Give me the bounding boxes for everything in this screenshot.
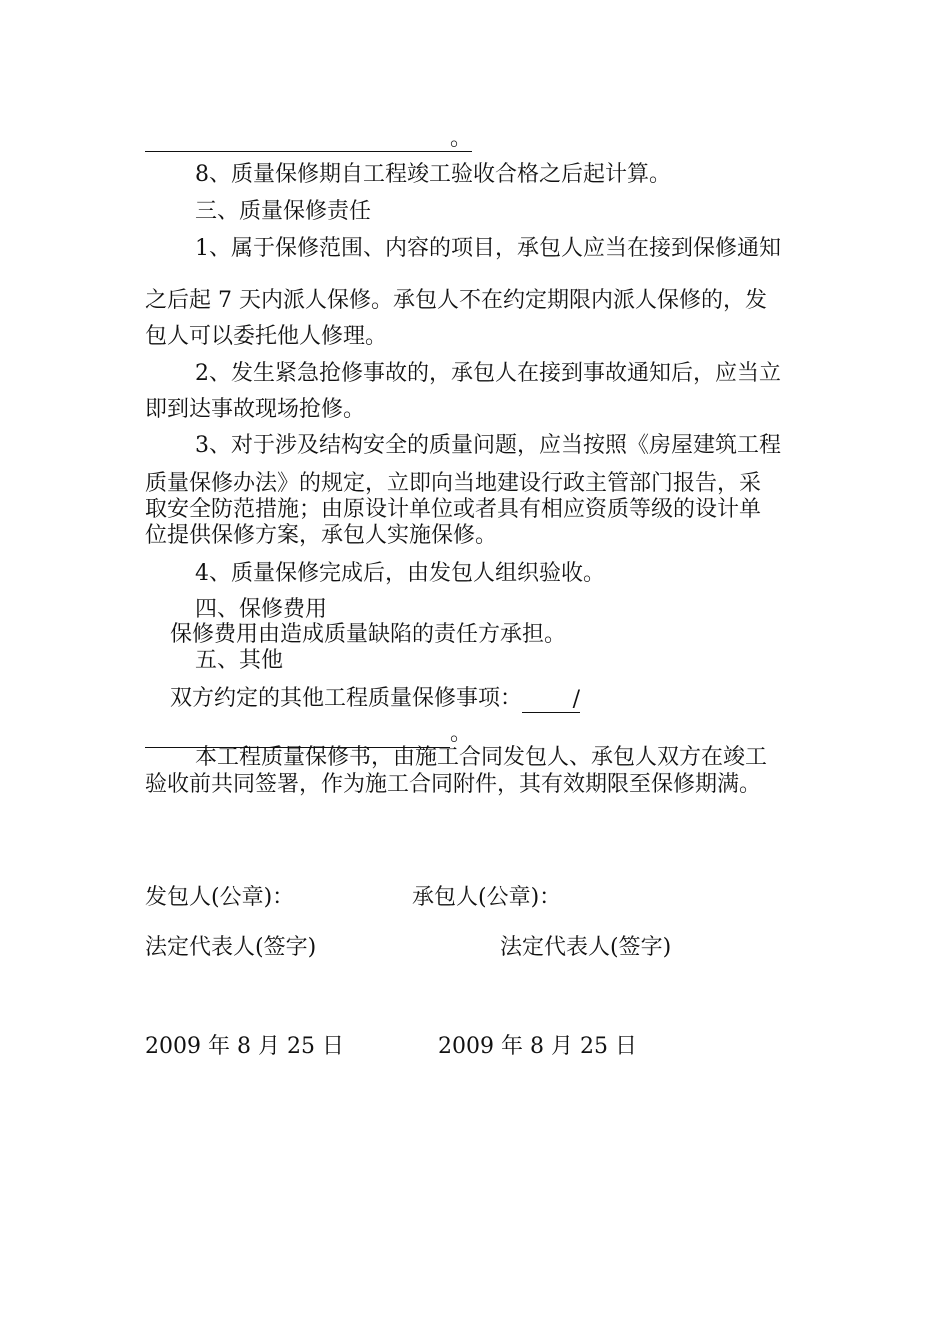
employer-date: 2009 年 8 月 25 日 [145, 1034, 344, 1059]
para-3-line-1: 3、对于涉及结构安全的质量问题，应当按照《房屋建筑工程 [195, 433, 781, 458]
employer-rep-label: 法定代表人(签字) [145, 935, 317, 960]
para-2-line-1: 2、发生紧急抢修事故的，承包人在接到事故通知后，应当立 [195, 361, 781, 386]
other-matters-label: 双方约定的其他工程质量保修事项： [170, 686, 523, 711]
blank-end-mark: 。 [450, 126, 473, 151]
contractor-date: 2009 年 8 月 25 日 [438, 1034, 637, 1059]
blank-end-mark-2: 。 [450, 721, 473, 746]
section-5-title: 五、其他 [195, 648, 284, 673]
employer-seal-label: 发包人(公章)： [145, 885, 295, 910]
para-3-line-2: 质量保修办法》的规定，立即向当地建设行政主管部门报告，采 [145, 471, 762, 496]
para-3-line-3: 取安全防范措施；由原设计单位或者具有相应资质等级的设计单 [145, 497, 762, 522]
other-matters-slash: / [572, 687, 581, 712]
blank-underline [145, 125, 450, 152]
section-4-body: 保修费用由造成质量缺陷的责任方承担。 [170, 622, 567, 647]
blank-line-1 [145, 124, 472, 152]
contractor-rep-label: 法定代表人(签字) [500, 935, 672, 960]
closing-line-1: 本工程质量保修书，由施工合同发包人、承包人双方在竣工 [195, 745, 768, 770]
para-2-line-2: 即到达事故现场抢修。 [145, 397, 366, 422]
other-matters-line [170, 685, 580, 713]
contractor-seal-label: 承包人(公章)： [412, 885, 562, 910]
other-matters-value [522, 686, 580, 713]
section-3-title: 三、质量保修责任 [195, 199, 372, 224]
closing-line-2: 验收前共同签署，作为施工合同附件，其有效期限至保修期满。 [145, 772, 762, 797]
para-1-line-1: 1、属于保修范围、内容的项目，承包人应当在接到保修通知 [195, 236, 781, 261]
para-4: 4、质量保修完成后，由发包人组织验收。 [195, 561, 605, 586]
para-1-line-3: 包人可以委托他人修理。 [145, 324, 388, 349]
section-4-title: 四、保修费用 [195, 597, 328, 622]
item-8: 8、质量保修期自工程竣工验收合格之后起计算。 [195, 162, 671, 187]
para-1-line-2: 之后起 7 天内派人保修。承包人不在约定期限内派人保修的，发 [145, 288, 767, 313]
para-3-line-4: 位提供保修方案，承包人实施保修。 [145, 523, 498, 548]
